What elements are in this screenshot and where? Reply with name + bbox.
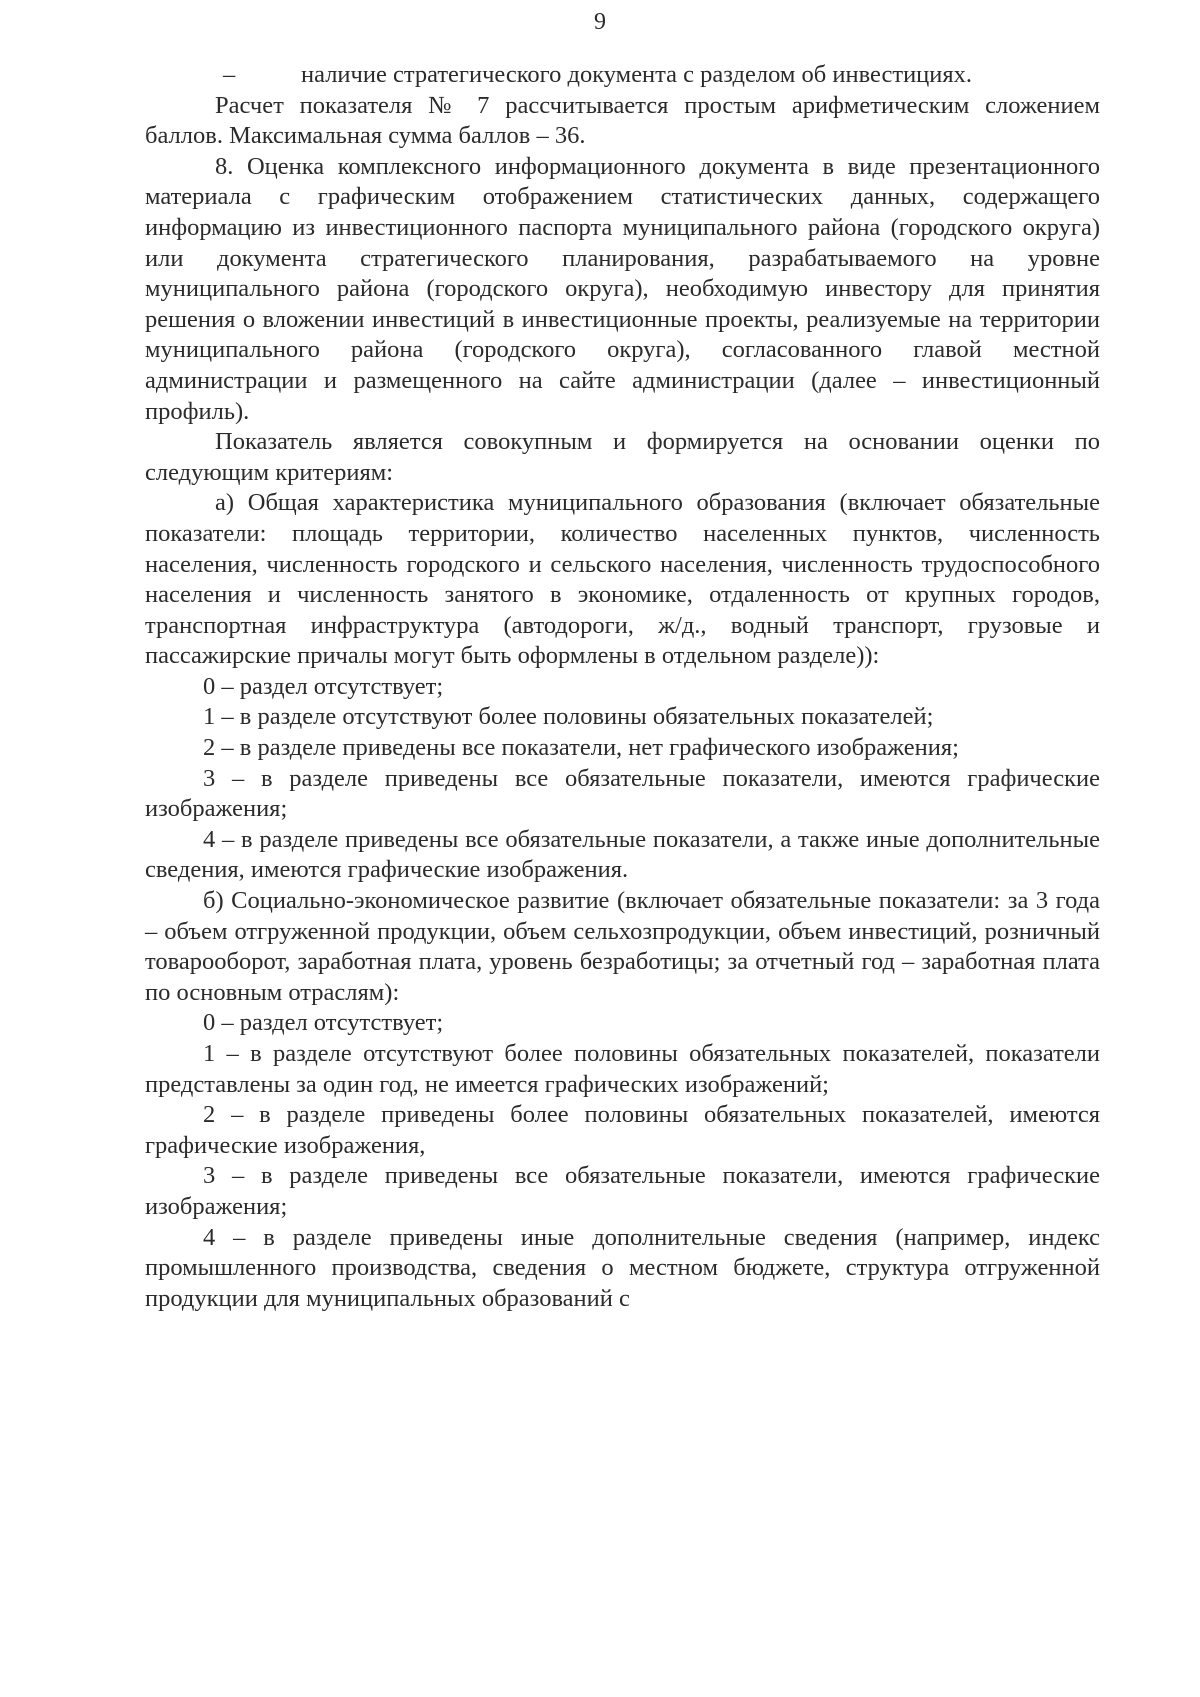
score-a-4: 4 – в разделе приведены все обязательные показатели, а также иные дополнительные сведения, имеются графические изображения. bbox=[145, 825, 1100, 884]
document-body bbox=[145, 60, 1100, 1314]
list-item-dash bbox=[145, 60, 1100, 91]
dash-item-text: наличие стратегического документа с разделом об инвестициях. bbox=[301, 61, 973, 88]
score-b-2: 2 – в разделе приведены более половины обязательных показателей, имеются графические изображения, bbox=[145, 1101, 1100, 1159]
paragraph-criterion-a: а) Общая характеристика муниципального образования (включает обязательные показатели: площадь территории, количество населенных пунктов, численность населения, численность городского и сельского населения, численность трудоспособного населения и численность занятого в экономике, отдаленность от крупных городов, транспортная инфраструктура (автодороги, ж/д., водный транспорт, грузовые и пассажирские причалы могут быть оформлены в отдельном разделе)): bbox=[145, 489, 1100, 670]
paragraph-item-8: 8. Оценка комплексного информационного документа в виде презентационного материала с графическим отображением статистических данных, содержащего информацию из инвестиционного паспорта муниципального района (городского округа) или документа стратегического планирования, разрабатываемого на уровне муниципального района (городского округа), необходимую инвестору для принятия решения о вложении инвестиций в инвестиционные проекты, реализуемые на территории муниципального района (городского округа), согласованного главой местной администрации и размещенного на сайте администрации (далее – инвестиционный профиль). bbox=[145, 152, 1100, 425]
paragraph-criteria-intro: Показатель является совокупным и формируется на основании оценки по следующим критериям: bbox=[145, 428, 1100, 486]
page-number: 9 bbox=[594, 9, 606, 35]
score-a-3: 3 – в разделе приведены все обязательные показатели, имеются графические изображения; bbox=[145, 764, 1100, 823]
score-a-2: 2 – в разделе приведены все показатели, нет графического изображения; bbox=[203, 734, 959, 762]
score-b-0: 0 – раздел отсутствует; bbox=[203, 1009, 444, 1037]
score-a-0: 0 – раздел отсутствует; bbox=[203, 672, 444, 700]
score-b-1: 1 – в разделе отсутствуют более половины обязательных показателей, показатели представлены за один год, не имеется графических изображений; bbox=[145, 1040, 1100, 1098]
score-b-4: 4 – в разделе приведены иные дополнительные сведения (например, индекс промышленного производства, сведения о местном бюджете, структура отгруженной продукции для муниципальных образований с bbox=[145, 1223, 1100, 1312]
score-b-3: 3 – в разделе приведены все обязательные показатели, имеются графические изображения; bbox=[145, 1162, 1100, 1220]
paragraph-criterion-b: б) Социально-экономическое развитие (включает обязательные показатели: за 3 года – объем отгруженной продукции, объем сельхозпродукции, объем инвестиций, розничный товарооборот, заработная плата, уровень безработицы; за отчетный год – заработная плата по основным отраслям): bbox=[145, 887, 1100, 1006]
score-a-1: 1 – в разделе отсутствуют более половины обязательных показателей; bbox=[203, 703, 934, 731]
dash-marker: – bbox=[223, 61, 236, 88]
paragraph-calculation: Расчет показателя № 7 рассчитывается простым арифметическим сложением баллов. Максимальная сумма баллов – 36. bbox=[145, 91, 1100, 150]
